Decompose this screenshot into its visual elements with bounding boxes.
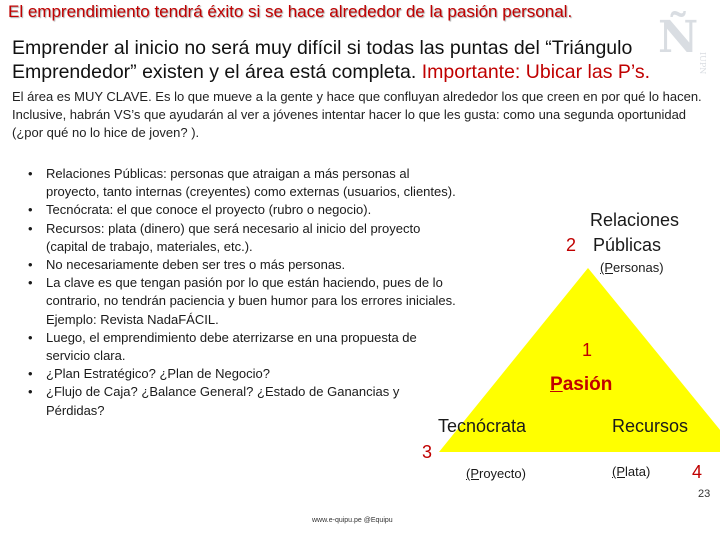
tecnocrata-number: 3 (422, 442, 433, 462)
pasion-label: Pasión (550, 374, 613, 395)
lead-important: Importante: Ubicar las P’s. (416, 61, 651, 83)
tecnocrata-sub: (Proyecto) (466, 466, 526, 481)
tecnocrata-label: Tecnócrata (438, 416, 527, 436)
relaciones-label-line2: Públicas (593, 235, 662, 255)
page-number: 23 (698, 488, 711, 500)
bullet-item: • Recursos: plata (dinero) que será necesario al inicio del proyecto (capital de trabajo, materiales, etc.). (20, 220, 460, 256)
bullet-item: • La clave es que tengan pasión por lo que están haciendo, pues de lo contrario, no tendrán paciencia y buen humor para los errores iniciales. Ejemplo: Revista NadaFÁCIL. (20, 274, 460, 329)
relaciones-number: 2 (566, 235, 577, 255)
bullet-item: • ¿Plan Estratégico? ¿Plan de Negocio? (20, 365, 460, 383)
recursos-label: Recursos (612, 416, 689, 436)
lead-main: Emprender al inicio no será muy difícil si todas las puntas del “Triángulo Emprendedor” existen y el área está completa. (12, 37, 633, 83)
recursos-number: 4 (692, 462, 703, 482)
logo-watermark: Ñ IUPN (658, 12, 707, 75)
slide-title: El emprendimiento tendrá éxito si se hace alrededor de la pasión personal. (8, 2, 573, 21)
relaciones-sub: (Personas) (600, 260, 664, 275)
footer-text: www.e-quipu.pe @Equipu (312, 517, 393, 524)
pasion-number: 1 (582, 340, 593, 360)
relaciones-label-line1: Relaciones (590, 210, 680, 230)
bullet-item: • Tecnócrata: el que conoce el proyecto (rubro o negocio). (20, 201, 460, 219)
bullet-item: • Relaciones Públicas: personas que atraigan a más personas al proyecto, tanto internas (creyentes) como externas (usuarios, clientes). (20, 165, 460, 201)
bullet-item: • ¿Flujo de Caja? ¿Balance General? ¿Estado de Ganancias y Pérdidas? (20, 383, 460, 419)
bullet-item: • Luego, el emprendimiento debe aterrizarse en una propuesta de servicio clara. (20, 329, 460, 365)
bullet-item: • No necesariamente deben ser tres o más personas. (20, 256, 460, 274)
recursos-sub: (Plata) (612, 464, 651, 479)
intro-paragraph: El área es MUY CLAVE. Es lo que mueve a la gente y hace que confluyan alrededor los que creen en por qué lo hacen. Inclusive, habrán VS’s que ayudarán al ver a jóvenes intentar hacer lo que les gusta: como una segunda oportunidad (¿por qué no lo hice de joven? ). (12, 89, 702, 140)
